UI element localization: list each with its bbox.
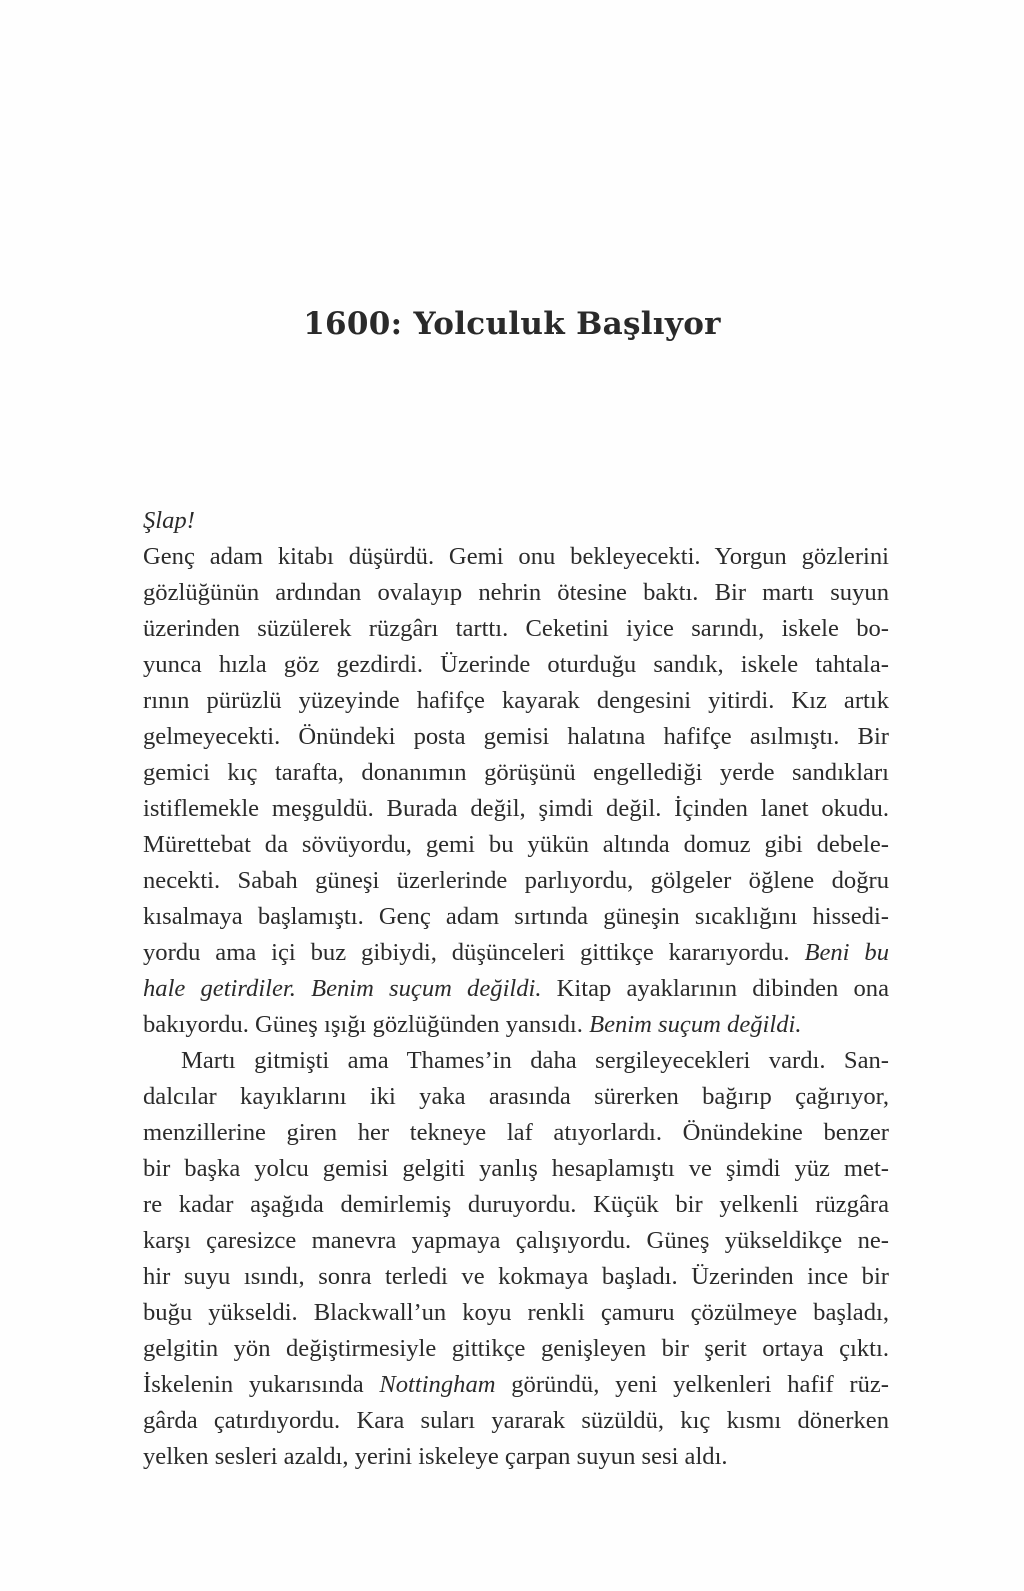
text-run: gelgitin yön değiştirmesiyle gittikçe genişleyen bir şerit ortaya çıktı. [143,1335,889,1362]
text-line [143,827,889,863]
text-line [143,575,889,611]
text-run: buğu yükseldi. Blackwall’un koyu renkli çamuru çözülmeye başladı, [143,1299,889,1326]
text-run: rının pürüzlü yüzeyinde hafifçe kayarak dengesini yitirdi. Kız artık [143,687,889,714]
italic-text: Beni bu [804,939,889,966]
text-line [143,755,889,791]
text-run: menzillerine giren her tekneye laf atıyorlardı. Önündekine benzer [143,1119,889,1146]
text-line [143,899,889,935]
text-run: İskelenin yukarısında [143,1371,380,1398]
chapter-title: 1600: Yolculuk Başlıyor [303,306,721,342]
text-line [143,1439,889,1475]
text-line [143,1079,889,1115]
text-run: gözlüğünün ardından ovalayıp nehrin ötesine baktı. Bir martı suyun [143,579,889,606]
text-line [143,683,889,719]
text-line [143,1223,889,1259]
text-line [143,1367,889,1403]
text-line [143,647,889,683]
text-run: üzerinden süzülerek rüzgârı tarttı. Ceketini iyice sarındı, iskele bo- [143,615,889,642]
text-run: göründü, yeni yelkenleri hafif rüz- [495,1371,889,1398]
text-line [143,719,889,755]
text-line [143,935,889,971]
text-run: necekti. Sabah güneşi üzerlerinde parlıyordu, gölgeler öğlene doğru [143,867,889,894]
paragraph [143,1043,889,1475]
italic-text: Benim suçum değildi. [589,1011,802,1038]
text-line [143,1331,889,1367]
text-run: dalcılar kayıklarını iki yaka arasında sürerken bağırıp çağırıyor, [143,1083,889,1110]
text-line [143,791,889,827]
text-run: gemici kıç tarafta, donanımın görüşünü engellediği yerde sandıkları [143,759,889,786]
text-run: Genç adam kitabı düşürdü. Gemi onu bekleyecekti. Yorgun gözlerini [143,543,889,570]
text-line [143,1403,889,1439]
text-run: gârda çatırdıyordu. Kara suları yararak süzüldü, kıç kısmı dönerken [143,1407,889,1434]
text-run: Mürettebat da sövüyordu, gemi bu yükün altında domuz gibi debele- [143,831,889,858]
text-run: Kitap ayaklarının dibinden ona [541,975,889,1002]
chapter-body [143,503,889,1475]
paragraph [143,503,889,1043]
text-run: gelmeyecekti. Önündeki posta gemisi halatına hafifçe asılmıştı. Bir [143,723,889,750]
text-line [143,503,889,539]
text-run: yordu ama içi buz gibiydi, düşünceleri gittikçe kararıyordu. [143,939,805,966]
text-line [143,863,889,899]
text-run: re kadar aşağıda demirlemiş duruyordu. Küçük bir yelkenli rüzgâra [143,1191,889,1218]
text-line [143,1259,889,1295]
text-line [143,1187,889,1223]
text-line [143,971,889,1007]
text-run: kısalmaya başlamıştı. Genç adam sırtında güneşin sıcaklığını hissedi- [143,903,889,930]
text-run: hir suyu ısındı, sonra terledi ve kokmaya başladı. Üzerinden ince bir [143,1263,889,1290]
text-line [143,1115,889,1151]
text-line [143,1007,889,1043]
text-line [143,611,889,647]
text-line [143,1295,889,1331]
text-run: bakıyordu. Güneş ışığı gözlüğünden yansıdı. [143,1011,590,1038]
text-line [143,1043,889,1079]
text-run: istiflemekle meşguldü. Burada değil, şimdi değil. İçinden lanet okudu. [143,795,889,822]
text-run: yunca hızla göz gezdirdi. Üzerinde oturduğu sandık, iskele tahtala- [143,651,889,678]
text-run: Martı gitmişti ama Thames’in daha sergileyecekleri vardı. San- [181,1047,889,1074]
text-line [143,1151,889,1187]
text-run: karşı çaresizce manevra yapmaya çalışıyordu. Güneş yükseldikçe ne- [143,1227,889,1254]
italic-text: Şlap! [143,507,195,534]
text-run: yelken sesleri azaldı, yerini iskeleye çarpan suyun sesi aldı. [143,1443,728,1470]
text-line [143,539,889,575]
text-run: bir başka yolcu gemisi gelgiti yanlış hesaplamıştı ve şimdi yüz met- [143,1155,889,1182]
italic-text: hale getirdiler. Benim suçum değildi. [143,975,542,1002]
italic-text: Nottingham [379,1371,496,1398]
